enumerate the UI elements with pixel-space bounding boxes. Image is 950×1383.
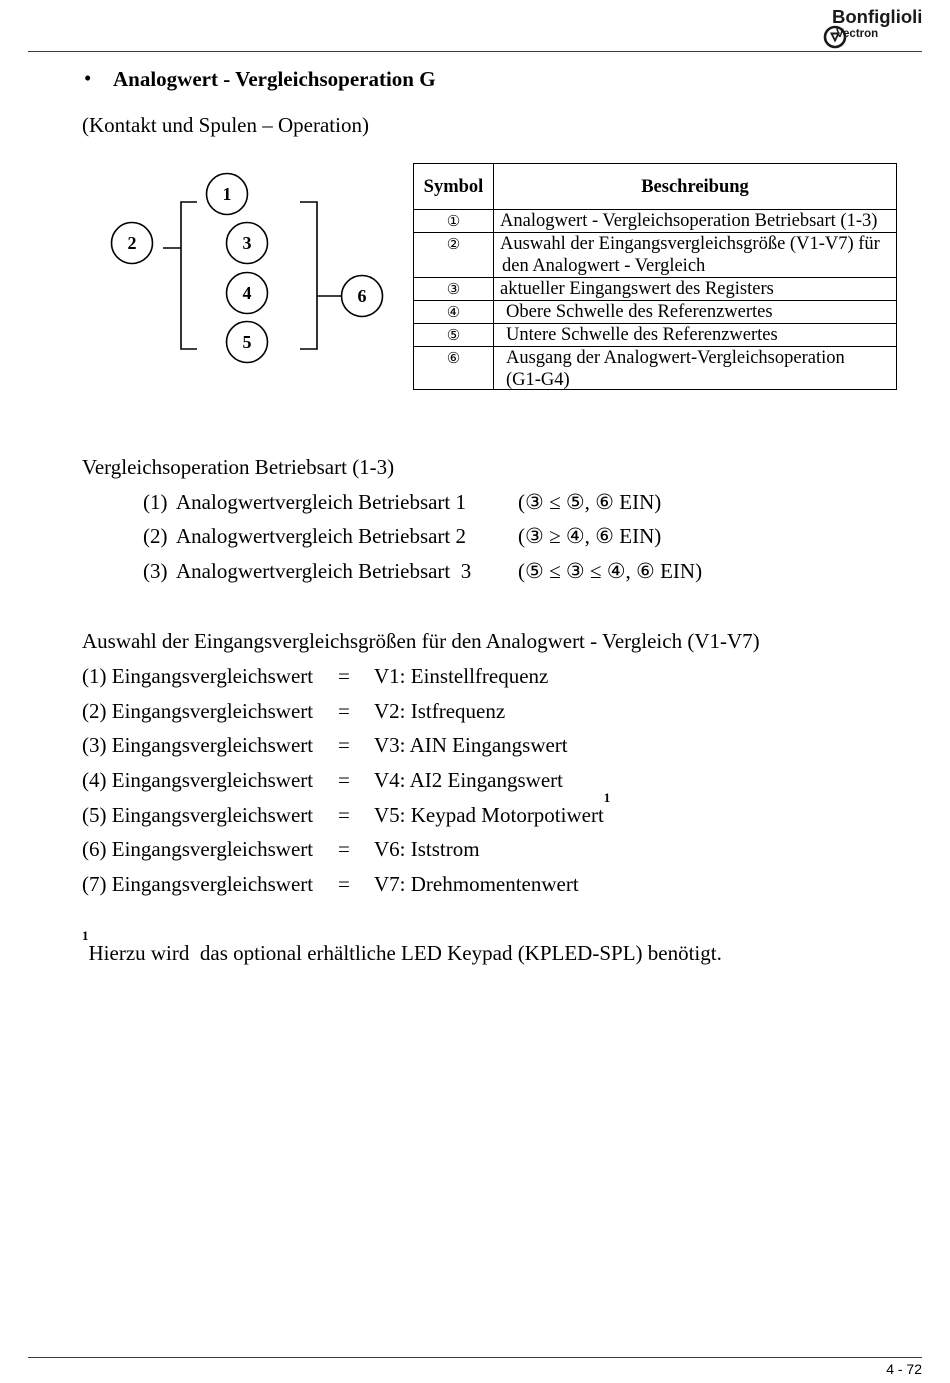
- input-5-value-group: [374, 790, 611, 827]
- input-5-equals: =: [338, 803, 350, 827]
- diagram-node-5-label: 5: [242, 332, 252, 352]
- table-row-4-line-1: Obere Schwelle des Referenzwertes: [506, 302, 773, 322]
- input-6-value: V6: Iststrom: [374, 837, 480, 861]
- input-2-equals: =: [338, 699, 350, 723]
- right-bracket: [300, 202, 317, 349]
- section-title: Analogwert - Vergleichsoperation G: [113, 67, 436, 91]
- diagram-node-3-label: 3: [242, 233, 252, 253]
- table-row-6-line-1: Ausgang der Analogwert-Vergleichsoperation: [506, 348, 845, 368]
- bullet: •: [84, 66, 92, 90]
- symbol-table: [413, 163, 897, 390]
- diagram-node-1-label: 1: [222, 184, 232, 204]
- footnote-text: Hierzu wird das optional erhältliche LED Keypad (KPLED-SPL) benötigt.: [88, 941, 722, 965]
- diagram-node-6-label: 6: [357, 286, 367, 306]
- mode-1-number: (1): [143, 490, 168, 514]
- table-header-symbol: Symbol: [414, 164, 494, 210]
- diagram-node-4-label: 4: [242, 283, 252, 303]
- mode-3-label: Analogwertvergleich Betriebsart 3: [176, 559, 472, 583]
- inputs-heading: Auswahl der Eingangsvergleichsgrößen für den Analogwert - Vergleich (V1-V7): [82, 629, 760, 653]
- mode-2-number: (2): [143, 524, 168, 548]
- mode-2-label: Analogwertvergleich Betriebsart 2: [176, 524, 467, 548]
- table-row-6-symbol: ⑥: [414, 347, 494, 390]
- table-row-3-description: [494, 278, 897, 301]
- table-row-1-line-1: Analogwert - Vergleichsoperation Betriebsart (1-3): [500, 211, 878, 231]
- modes-heading: Vergleichsoperation Betriebsart (1-3): [82, 455, 395, 479]
- input-2-label: (2) Eingangsvergleichswert: [82, 699, 314, 723]
- input-6-equals: =: [338, 837, 350, 861]
- input-4-equals: =: [338, 768, 350, 792]
- table-row-4-description: [494, 301, 897, 324]
- table-row-2-line-2: den Analogwert - Vergleich: [502, 256, 706, 276]
- table-row-5-symbol: ⑤: [414, 324, 494, 347]
- mode-2-condition: (③ ≥ ④, ⑥ EIN): [518, 524, 662, 548]
- table-row-2-line-1: Auswahl der Eingangsvergleichsgröße (V1-V7) für: [500, 234, 880, 254]
- input-1-equals: =: [338, 664, 350, 688]
- input-3-label: (3) Eingangsvergleichswert: [82, 733, 314, 757]
- footnote-reference: 1: [603, 790, 611, 805]
- footnote-marker: 1: [82, 928, 89, 943]
- input-3-value: V3: AIN Eingangswert: [374, 733, 568, 757]
- brand-subtitle: Vectron: [836, 28, 879, 40]
- contact-coil-diagram: [100, 165, 400, 370]
- mode-1-label: Analogwertvergleich Betriebsart 1: [176, 490, 467, 514]
- input-5-value: V5: Keypad Motorpotiwert: [374, 803, 604, 827]
- input-3-equals: =: [338, 733, 350, 757]
- page-number: 4 - 72: [886, 1361, 922, 1377]
- brand-name: Bonfiglioli: [832, 6, 923, 27]
- bonfiglioli-logo-icon: [807, 7, 831, 31]
- table-row-2-description: [494, 233, 897, 278]
- table-row-3-line-1: aktueller Eingangswert des Registers: [500, 279, 774, 299]
- table-row-5-line-1: Untere Schwelle des Referenzwertes: [506, 325, 778, 345]
- left-bracket: [181, 202, 197, 349]
- input-7-value: V7: Drehmomentenwert: [374, 872, 579, 896]
- mode-1-condition: (③ ≤ ⑤, ⑥ EIN): [518, 490, 662, 514]
- table-row-2-symbol: ②: [414, 233, 494, 278]
- input-2-value: V2: Istfrequenz: [374, 699, 506, 723]
- input-7-equals: =: [338, 872, 350, 896]
- input-1-label: (1) Eingangsvergleichswert: [82, 664, 314, 688]
- table-row-6-description: [494, 347, 897, 390]
- header-rule: [28, 51, 922, 52]
- table-row-5-description: [494, 324, 897, 347]
- input-1-value: V1: Einstellfrequenz: [374, 664, 549, 688]
- table-row-6-line-2: (G1-G4): [506, 370, 570, 390]
- footer-rule: [28, 1357, 922, 1358]
- mode-3-condition: (⑤ ≤ ③ ≤ ④, ⑥ EIN): [518, 559, 703, 583]
- footnote: [82, 928, 722, 965]
- input-7-label: (7) Eingangsvergleichswert: [82, 872, 314, 896]
- input-5-label: (5) Eingangsvergleichswert: [82, 803, 314, 827]
- diagram-node-2-label: 2: [127, 233, 137, 253]
- table-row-4-symbol: ④: [414, 301, 494, 324]
- mode-3-number: (3): [143, 559, 168, 583]
- table-row-3-symbol: ③: [414, 278, 494, 301]
- table-row-1-description: [494, 210, 897, 233]
- section-subtitle: (Kontakt und Spulen – Operation): [82, 113, 369, 137]
- input-6-label: (6) Eingangsvergleichswert: [82, 837, 314, 861]
- input-4-value: V4: AI2 Eingangswert: [374, 768, 563, 792]
- table-row-1-symbol: ①: [414, 210, 494, 233]
- table-header-description: Beschreibung: [494, 164, 897, 210]
- input-4-label: (4) Eingangsvergleichswert: [82, 768, 314, 792]
